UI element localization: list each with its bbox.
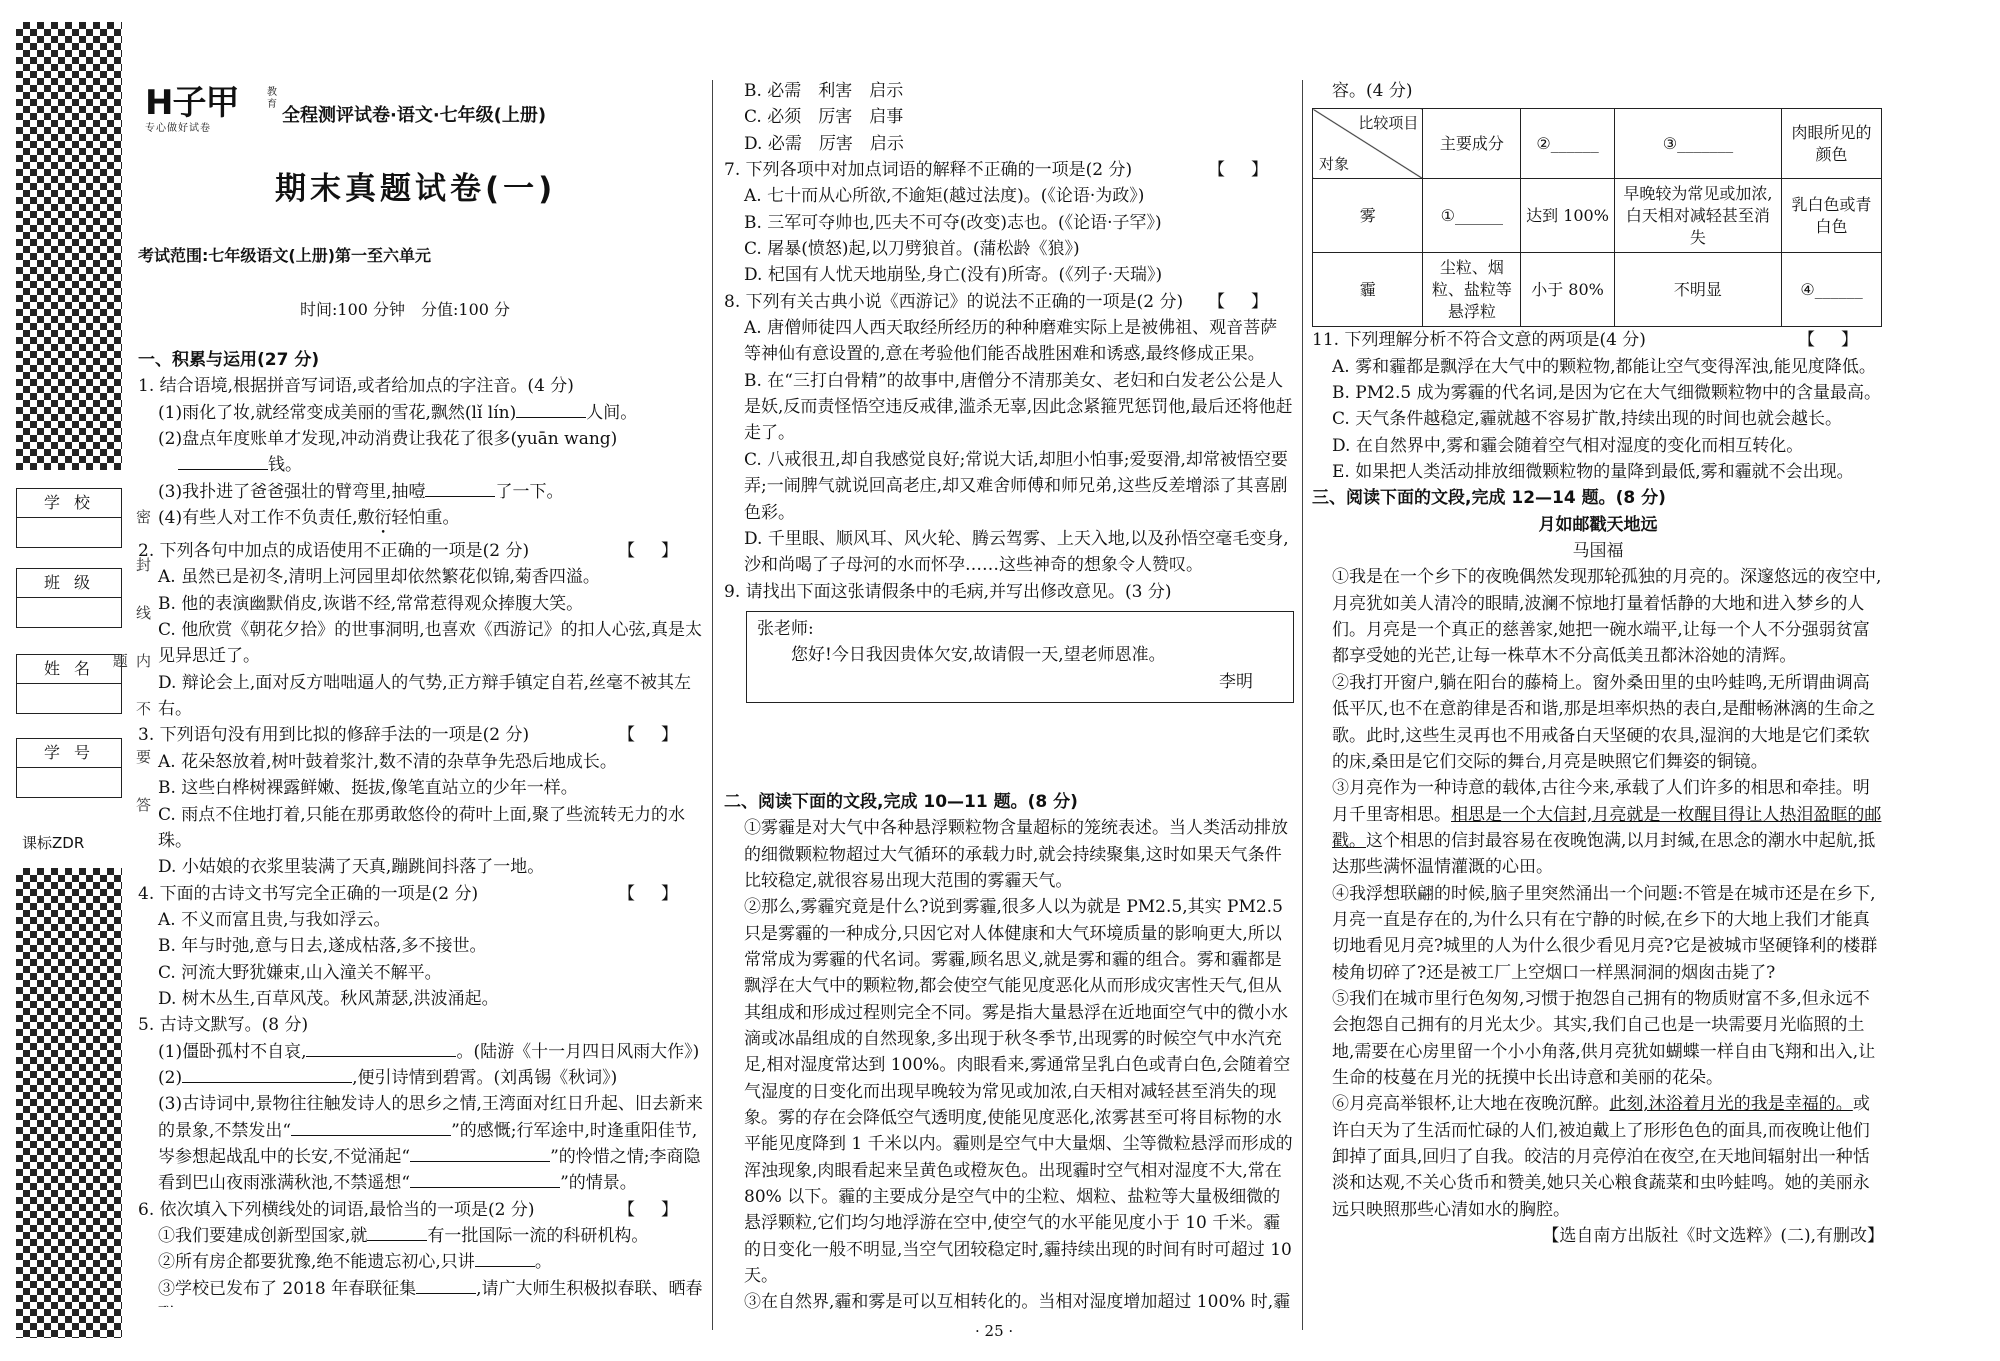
q4-stem: 4. 下面的古诗文书写完全正确的一项是(2 分) 【】 [138,883,704,904]
essay-para-4: ④我浮想联翩的时候,脑子里突然涌出一个问题:不管是在城市还是在乡下,月亮一直是存在的,为什么只有在宁静的时候,在乡下的大地上我们才能真切地看见月亮?城里的人为什么很少看见月亮?它是被城市坚硬锋利的楼群棱角切碎了?还是被工厂上空烟口一样黑洞洞的烟囱击毙了? [1332,883,1878,983]
q5-3-blank-2[interactable] [410,1144,550,1162]
q5-3-blank-1[interactable] [291,1118,451,1136]
q11-stem: 11. 下列理解分析不符合文意的两项是(4 分) 【】 [1312,330,1884,351]
series-title: 全程测评试卷·语文·七年级(上册) [282,105,547,126]
passage-1-para-3: ③在自然界,霾和雾是可以互相转化的。当相对湿度增加超过 100% 时,霾 [744,1292,1291,1313]
exam-scope: 考试范围:七年级语文(上册)第一至六单元 [138,246,432,265]
passage-1-para-1: ①雾霾是对大气中各种悬浮颗粒物含量超标的笼统表述。当人类活动排放的细微颗粒物超过大气循环的承载力时,就会持续聚集,这时如果天气条件比较稳定,就很容易出现大范围的雾霾天气。 [744,818,1288,891]
q11-b: B. PM2.5 成为雾霾的代名词,是因为它在大气细微颗粒物中的含量最高。 [1332,383,1881,404]
essay-underline-1: 相思是一个大信封,月亮就是一枚醒目得让人热泪盈眶的邮戳。 [1332,804,1882,851]
name-label: 姓名 [17,655,121,684]
q6-1-blank[interactable] [367,1223,427,1241]
table-row-haze: 霾 [1313,253,1423,327]
table-cell-fog-3: 早晚较为常见或加浓,白天相对减轻甚至消失 [1614,179,1781,253]
q2-b: B. 他的表演幽默俏皮,诙谐不经,常常惹得观众捧腹大笑。 [158,593,584,614]
q5-3: (3)古诗词中,景物往往触发诗人的思乡之情,王湾面对红日升起、旧去新来的景象,不禁发出“ ”的感慨;行军途中,时逢重阳佳节,岑参想起战乱中的长安,不觉涌起“ ”的怜惜之情;李商隐看到巴山夜雨涨满秋池,不禁遥想“ ”的情景。 [158,1094,703,1194]
q6-c: C. 必须 厉害 启事 [744,107,904,128]
q5-3-blank-3[interactable] [410,1170,560,1188]
q11-c: C. 天气条件越稳定,霾就越不容易扩散,持续出现的时间也就会越长。 [1332,409,1843,430]
q7-stem: 7. 下列各项中对加点词语的解释不正确的一项是(2 分) 【】 [724,160,1294,181]
class-box[interactable] [16,568,122,628]
table-cell-haze-3: 不明显 [1614,253,1781,327]
column-divider-1 [712,80,713,1330]
table-cell-fog-2: 达到 100% [1521,179,1615,253]
q6-3: ③学校已发布了 2018 年春联征集 ,请广大师生积极拟春联、晒春 [138,1276,704,1307]
q6-stem: 6. 依次填入下列横线处的词语,最恰当的一项是(2 分) 【】 [138,1199,704,1220]
q4-c: C. 河流大野犹嫌束,山入潼关不解平。 [158,962,442,983]
decorative-pattern-bottom [16,868,122,1338]
q7-b: B. 三军可夺帅也,匹夫不可夺(改变)志也。(《论语·子罕》) [744,212,1162,233]
q1-2-cont: 钱。 [138,452,704,478]
page-title: 期末真题试卷(一) [275,171,557,207]
table-cell-fog-1[interactable]: ①______ [1423,179,1521,253]
q1-4: (4)有些人对工作不负责任,敷衍轻怕重。 [158,508,460,529]
q6-b: B. 必需 利害 启示 [744,81,904,101]
q4-b: B. 年与时弛,意与日去,遂成枯落,多不接世。 [158,936,487,957]
q6-1: ①我们要建成创新型国家,就 有一批国际一流的科研机构。 [138,1223,704,1249]
name-box[interactable] [16,654,122,714]
class-label: 班级 [17,569,121,598]
essay-para-1: ①我是在一个乡下的夜晚偶然发现那轮孤独的月亮的。深邃悠远的夜空中,月亮犹如美人清冷的眼睛,波澜不惊地打量着恬静的大地和进入梦乡的人们。月亮是一个真正的慈善家,她把一碗水端平,让每一个人不分强弱贫富都享受她的光芒,让每一株草木不分高低美丑都沐浴她的清辉。 [1332,567,1882,667]
table-row-fog: 雾 [1313,179,1423,253]
q4-d: D. 树木丛生,百草风茂。秋风萧瑟,洪波涌起。 [158,988,499,1009]
leave-note-box [746,611,1294,703]
q5-2-blank[interactable] [182,1065,352,1083]
q4-a: A. 不义而富且贵,与我如浮云。 [158,909,391,930]
q11-e: E. 如果把人类活动排放细微颗粒物的量降到最低,雾和霾就不会出现。 [1332,462,1854,483]
logo-edu: 教育 [267,87,277,110]
section-2-heading: 二、阅读下面的文段,完成 10—11 题。(8 分) [724,791,1078,812]
q2-a: A. 虽然已是初冬,清明上河园里却依然繁花似锦,菊香四溢。 [158,567,600,588]
table-corner: 比较项目 对象 [1313,109,1423,179]
note-greeting: 张老师: [757,618,814,639]
q3-b: B. 这些白桦树裸露鲜嫩、挺拔,像笔直站立的少年一样。 [158,778,578,799]
q5-2: (2) ,便引诗情到碧霄。(刘禹锡《秋词》) [138,1065,704,1091]
essay-citation: 【选自南方出版社《时文选粹》(二),有删改】 [1542,1226,1884,1247]
q3-stem: 3. 下列语句没有用到比拟的修辞手法的一项是(2 分) 【】 [138,725,704,746]
table-header-4: 肉眼所见的颜色 [1782,109,1882,179]
brand-logo [145,83,277,137]
q8-d: D. 千里眼、顺风耳、风火轮、腾云驾雾、上天入地,以及孙悟空毫毛变身,沙和尚喝了子母河的水而怀孕……这些神奇的想象令人赞叹。 [744,528,1289,576]
course-code: 课标ZDR [22,834,85,852]
q2-d: D. 辩论会上,面对反方咄咄逼人的气势,正方辩手镇定自若,丝毫不被其左右。 [158,672,692,720]
table-cell-haze-1: 尘粒、烟粒、盐粒等悬浮粒 [1423,253,1521,327]
seal-line-text: 密 封 线 内 不 要 答 题 [110,509,152,845]
q3-c: C. 雨点不住地打着,只能在那勇敢悠伶的荷叶上面,聚了些流转无力的水珠。 [158,804,686,851]
q1-3: (3)我扑进了爸爸强壮的臂弯里,抽噎 了一下。 [138,479,704,505]
table-header-2[interactable]: ②______ [1521,109,1615,179]
q9-answer-space[interactable] [724,703,1294,789]
q1-2: (2)盘点年度账单才发现,冲动消费让我花了很多(yuān wang) [158,429,618,450]
table-cell-haze-4[interactable]: ④______ [1782,253,1882,327]
decorative-pattern-top [16,22,122,470]
logo-mark: H子甲 [145,83,239,123]
table-cell-haze-2: 小于 80% [1521,253,1615,327]
logo-slogan: 专心做好试卷 [145,123,211,134]
essay-para-2: ②我打开窗户,躺在阳台的藤椅上。窗外桑田里的虫吟蛙鸣,无所谓曲调高低平仄,也不在意韵律是否和谐,那是坦率炽热的表白,是酣畅淋漓的生命之歌。此时,这些生灵再也不用戒备白天坚硬的农具,湿润的大地是它们柔软的床,桑田是它们交际的舞台,月亮是映照它们舞姿的铜镜。 [1332,672,1876,772]
essay-para-3: ③月亮作为一种诗意的载体,古往今来,承载了人们许多的相思和牵挂。明月千里寄相思。相思是一个大信封,月亮就是一枚醒目得让人热泪盈眶的邮戳。这个相思的信封最容易在夜晚饱满,以月封缄,在思念的潮水中起航,抵达那些满怀温情灌溉的心田。 [1332,778,1882,878]
q2-c: C. 他欣赏《朝花夕拾》的世事洞明,也喜欢《西游记》的扣人心弦,真是太见异思迁了。 [158,620,703,667]
q7-d: D. 杞国有人忧天地崩坠,身亡(没有)所寄。(《列子·天瑞》) [744,265,1163,286]
q9-stem: 9. 请找出下面这张请假条中的毛病,并写出修改意见。(3 分) [724,581,1172,602]
q8-stem: 8. 下列有关古典小说《西游记》的说法不正确的一项是(2 分) 【】 [724,291,1294,312]
essay-underline-2: 此刻,沐浴着月光的我是幸福的。 [1609,1094,1853,1115]
q1-2-blank[interactable] [178,452,268,470]
q3-d: D. 小姑娘的衣浆里装满了天真,蹦跳间抖落了一地。 [158,857,545,878]
q1-1: (1)雨化了妆,就经常变成美丽的雪花,飘然(lǐ lín) 人间。 [138,400,704,426]
essay-author: 马国福 [1572,541,1624,562]
page-number: · 25 · [975,1322,1014,1340]
q2-stem: 2. 下列各句中加点的成语使用不正确的一项是(2 分) 【】 [138,541,704,562]
school-box[interactable] [16,488,122,548]
q6-d: D. 必需 厉害 启示 [744,133,904,154]
q6-2-blank[interactable] [475,1249,535,1267]
table-header-3[interactable]: ③_______ [1614,109,1781,179]
q8-c: C. 八戒很丑,却自我感觉良好;常说大话,却胆小怕事;爱耍滑,却常被悟空要弄;一闹脾气就说回高老庄,却又难舍师傅和师兄弟,这些反差增添了其喜剧色彩。 [744,449,1288,523]
q6-2: ②所有房企都要犹豫,绝不能遗忘初心,只讲 。 [138,1249,704,1275]
table-cell-fog-4: 乳白色或青白色 [1782,179,1882,253]
q7-c: C. 屠暴(愤怒)起,以刀劈狼首。(蒲松龄《狼》) [744,239,1080,260]
comparison-table [1312,108,1882,327]
q11-a: A. 雾和霾都是飘浮在大气中的颗粒物,都能让空气变得浑浊,能见度降低。 [1332,356,1876,377]
essay-para-5: ⑤我们在城市里行色匆匆,习惯于抱怨自己拥有的物质财富不多,但永远不会抱怨自己拥有的月光太少。其实,我们自己也是一块需要月光临照的土地,需要在心房里留一个小小角落,供月亮犹如蝴蝶一样自由飞翔和出入,让生命的枝蔓在月光的抚摸中长出诗意和美丽的花朵。 [1332,988,1876,1088]
number-label: 学号 [17,739,121,768]
note-body: 您好!今日我因贵体欠安,故请假一天,望老师恩准。 [791,645,1166,666]
table-header-1: 主要成分 [1423,109,1521,179]
q3-a: A. 花朵怒放着,树叶鼓着浆汁,数不清的杂草争先恐后地成长。 [158,751,617,772]
q1-3-blank[interactable] [425,479,495,497]
note-signature: 李明 [1219,671,1253,692]
q5-stem: 5. 古诗文默写。(8 分) [138,1015,309,1036]
q5-1-blank[interactable] [306,1039,456,1057]
number-box[interactable] [16,738,122,798]
column-3 [1312,78,1884,1313]
q5-1: (1)僵卧孤村不自哀, 。(陆游《十一月四日风雨大作》) [138,1039,704,1065]
column-2 [724,78,1294,1313]
column-1 [138,347,704,1307]
q7-a: A. 七十而从心所欲,不逾矩(越过法度)。(《论语·为政》) [744,186,1145,207]
section-1-heading: 一、积累与运用(27 分) [138,350,320,370]
exam-time: 时间:100 分钟 分值:100 分 [300,300,511,319]
column-divider-2 [1302,80,1303,1330]
q1-stem: 1. 结合语境,根据拼音写词语,或者给加点的字注音。(4 分) [138,376,574,397]
school-label: 学校 [17,489,121,518]
q1-1-blank[interactable] [516,400,586,418]
section-3-heading: 三、阅读下面的文段,完成 12—14 题。(8 分) [1312,488,1666,509]
essay-para-6: ⑥月亮高举银杯,让大地在夜晚沉醉。此刻,沐浴着月光的我是幸福的。或许白天为了生活而忙碌的人们,被迫戴上了形形色色的面具,而夜晚让他们卸掉了面具,回归了自我。皎洁的月亮停泊在夜空,在天地间辐射出一种恬淡和达观,不关心货币和赞美,她只关心粮食蔬菜和虫吟蛙鸣。她的美丽永远只映照那些心清如水的胸腔。 [1332,1094,1870,1220]
essay-title: 月如邮戳天地远 [1538,514,1658,535]
q6-3-blank[interactable] [416,1276,476,1294]
passage-1-para-2: ②那么,雾霾究竟是什么?说到雾霾,很多人以为就是 PM2.5,其实 PM2.5 只是雾霾的一种成分,只因它对人体健康和大气环境质量的影响更大,所以常常成为雾霾的代名词。雾霾,顾名思义,就是雾和霾的组合。雾和霾都是飘浮在大气中的颗粒物,都会使空气能见度恶化从而形成灾害性天气,但从其组成和形成过程则完全不同。雾是指大量悬浮在近地面空气中的微小水滴或冰晶组成的自然现象,多出现于秋冬季节,出现雾的时候空气中水汽充足,相对湿度常达到 100%。肉眼看来,雾通常呈乳白色或青白色,会随着空气湿度的日变化而出现早晚较为常见或加浓,白天相对减轻甚至消失的现象。雾的存在会降低空气透明度,使能见度恶化,浓雾甚至可将目标物的水平能见度降到 1 千米以内。霾则是空气中大量烟、尘等微粒悬浮而形成的浑浊现象,肉眼看起来呈黄色或橙灰色。出现霾时空气相对湿度不大,常在 80% 以下。霾的主要成分是空气中的尘粒、烟粒、盐粒等大量极细微的悬浮颗粒,它们均匀地浮游在空中,使空气的水平能见度小于 10 千米。霾的日变化一般不明显,当空气团较稳定时,霾持续出现的时间有时可超过 10 天。 [744,897,1293,1287]
q8-b: B. 在“三打白骨精”的故事中,唐僧分不清那美女、老妇和白发老公公是人是妖,反而责怪悟空违反戒律,滥杀无辜,因此念紧箍咒惩罚他,最后还将他赶走了。 [744,370,1293,444]
q8-a: A. 唐僧师徒四人西天取经所经历的种种磨难实际上是被佛祖、观音菩萨等神仙有意设置的,意在考验他们能否战胜困难和诱惑,最终修成正果。 [744,318,1278,365]
q11-d: D. 在自然界中,雾和霾会随着空气相对湿度的变化而相互转化。 [1332,435,1804,456]
q10-stem-end: 容。(4 分) [1332,81,1413,101]
